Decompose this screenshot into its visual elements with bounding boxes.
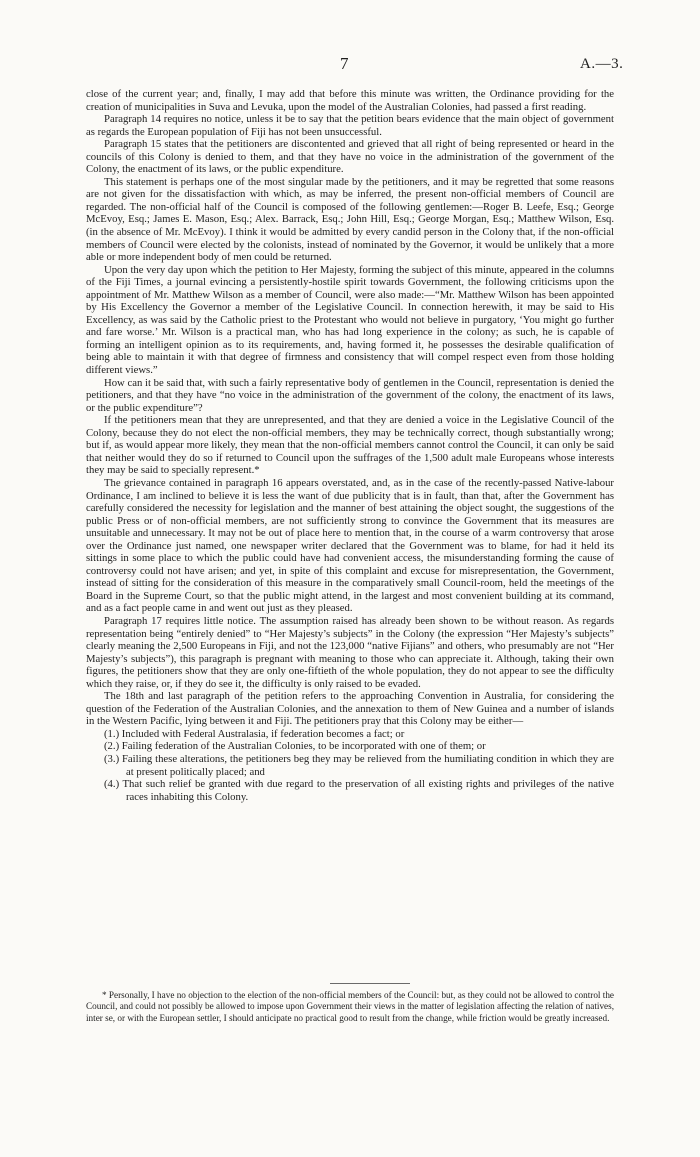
paragraph-9: Paragraph 17 requires little notice. The assumption raised has already been shown to be without reason. As regards representation being “entirely denied” to “Her Majesty’s subjects” in the Colony (the expression “Her Majesty’s subjects” clearly meaning the 2,500 Europeans in Fiji, and not the 123,000 “native Fijians” and others, who presumably are not “Her Majesty’s subjects”), this paragraph is pregnant with meaning to those who can appreciate it. Although, taking their own figures, the petitioners show that they are only one-fiftieth of the whole population, they do not appear to see the difficulty which they raise, or, if they do see it, the difficulty is only raised to be evaded. (86, 614, 614, 690)
footnote: * Personally, I have no objection to the election of the non-official members of the Council: but, as they could not be allowed to control the Council, and could not possibly be allowed to impose upon Government their views in the matter of legislation affecting the relation of natives, inter se, or with the European settler, I should anticipate no practical good to result from the change, while friction would be greatly increased. (86, 990, 614, 1023)
paragraph-7: If the petitioners mean that they are unrepresented, and that they are denied a voice in the Legislative Council of the Colony, because they do not elect the non-official members, they may be technically correct, though substantially wrong; but if, as would appear more likely, they mean that the non-official members cannot control the Council, it can only be said that neither would they do so if returned to Council upon the suffrages of the 1,500 adult male Europeans whose interests they may be said to specially represent.* (86, 414, 614, 477)
paragraph-5: Upon the very day upon which the petition to Her Majesty, forming the subject of this minute, appeared in the columns of the Fiji Times, a journal evincing a persistently-hostile spirit towards Government, the following criticisms upon the appointment of Mr. Matthew Wilson as a member of Council, were also made:—“Mr. Matthew Wilson has been appointed by His Excellency the Governor a member of the Legislative Council. In connection herewith, it may be said to His Excellency, as was said by the Catholic priest to the Protestant who would not believe in purgatory, ‘You might go further and fare worse.’ Mr. Wilson is a practical man, who has had long experience in the colony; as such, he is capable of forming an intelligent opinion as to its requirements, and, having formed it, he possesses the desirable qualification of being able to maintain it with that degree of firmness and consistency that will compel respect even from those holding different views.” (86, 263, 614, 377)
paragraph-4: This statement is perhaps one of the most singular made by the petitioners, and it may be regretted that some reasons are not given for the dissatisfaction with which, as may be inferred, the present non-official members of Council are regarded. The non-official half of the Council is composed of the following gentlemen:—Roger B. Leefe, Esq.; George McEvoy, Esq.; James E. Mason, Esq.; Alex. Barrack, Esq.; John Hill, Esq.; George Morgan, Esq.; Matthew Wilson, Esq. (in the absence of Mr. McEvoy). I think it would be admitted by every candid person in the Colony that, if the non-official members of Council were elected by the colonists, instead of nominated by the Governor, it would be unlikely that a more able or more independent body of men could be returned. (86, 175, 614, 264)
paragraph-10: The 18th and last paragraph of the petition refers to the approaching Convention in Australia, for considering the question of the Federation of the Australian Colonies, and the annexation to them of New Guinea and a number of islands in the Western Pacific, lying between it and Fiji. The petitioners pray that this Colony may be either— (86, 690, 614, 728)
prayer-item-1: (1.) Included with Federal Australasia, if federation becomes a fact; or (104, 727, 405, 740)
footnote-divider (330, 983, 410, 984)
prayer-item-4: (4.) That such relief be granted with due regard to the preservation of all existing rights and privileges of the native races inhabiting this Colony. (104, 778, 614, 803)
paragraph-1: close of the current year; and, finally, I may add that before this minute was written, the Ordinance providing for the creation of municipalities in Suva and Levuka, upon the model of the Australian Colonies, had passed a first reading. (86, 88, 614, 113)
paragraph-2: Paragraph 14 requires no notice, unless it be to say that the petition bears evidence that the main object of government as regards the European population of Fiji has not been unsuccessful. (86, 113, 614, 138)
prayer-list (86, 728, 614, 803)
paper-reference: A.—3. (580, 56, 624, 72)
prayer-item-2: (2.) Failing federation of the Australian Colonies, to be incorporated with one of them; or (104, 740, 486, 753)
body-text (86, 88, 614, 803)
page-number: 7 (340, 54, 349, 73)
paragraph-6: How can it be said that, with such a fairly representative body of gentlemen in the Council, representation is denied the petitioners, and that they have “no voice in the administration of the government of the colony, the enactment of its laws, or the public expenditure”? (86, 376, 614, 414)
paragraph-8: The grievance contained in paragraph 16 appears overstated, and, as in the case of the recently-passed Native-labour Ordinance, I am inclined to believe it is less the want of due publicity that is in fault, than that, after the Government has carefully considered the necessity for legislation and the manner of best attaining the object sought, the suggestions of the public Press or of non-official members, are not sufficiently strong to convince the Government that its measures are unsuitable and unnecessary. It may not be out of place here to mention that, in the course of a warm controversy that arose over the Ordinance just named, one newspaper writer declared that the Government was to blame, for had it held its sittings in some place to which the public could have had convenient access, the misunderstanding forming the cause of controversy could not have arisen; and yet, in spite of this complaint and excuse for misrepresentation, the Government, instead of sitting for the consideration of this measure in the comparatively small Council-room, held the meetings of the Board in the Supreme Court, so that the public might attend, in the largest and most convenient building at its command, and as a fact people came in and went out just as they pleased. (86, 476, 614, 615)
paragraph-3: Paragraph 15 states that the petitioners are discontented and grieved that all right of being represented or heard in the councils of this Colony is denied to them, and that they have no voice in the administration of the government of the Colony, the enactment of its laws, or the public expenditure. (86, 138, 614, 176)
prayer-item-3: (3.) Failing these alterations, the petitioners beg they may be relieved from the humiliating condition in which they are at present politically placed; and (104, 752, 614, 778)
